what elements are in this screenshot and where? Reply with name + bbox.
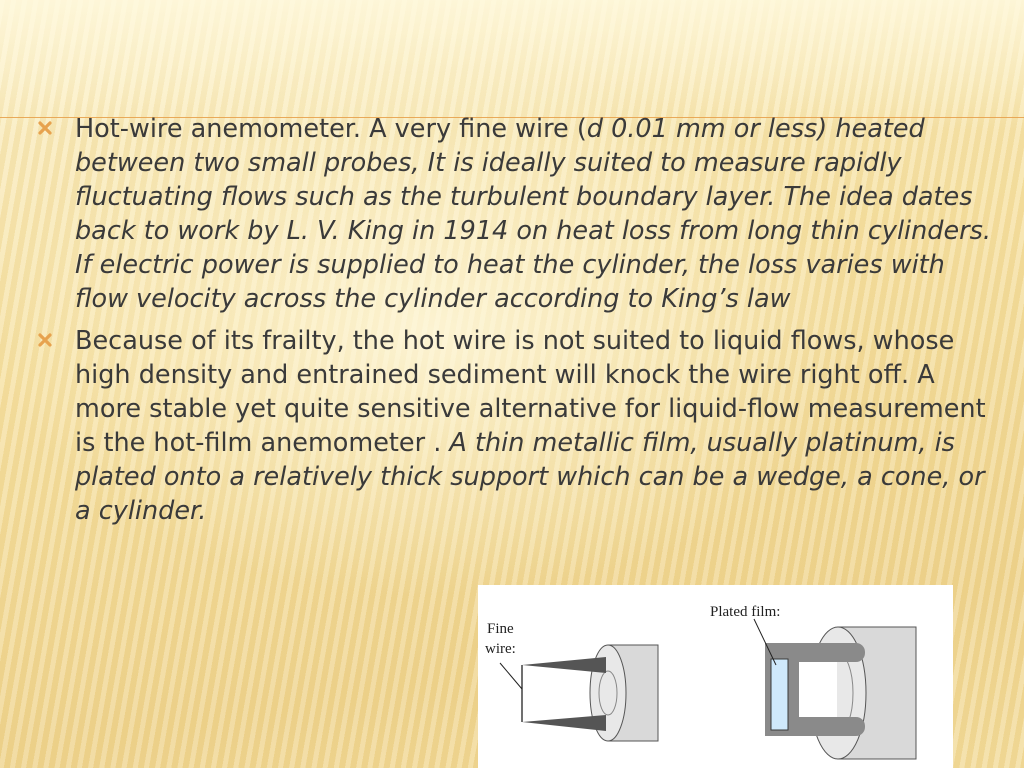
bullet-text: A very fine wire ( [361, 114, 587, 144]
cross-icon [38, 121, 52, 135]
hot-film-probe [754, 619, 916, 759]
plated-film-label: Plated film: [710, 604, 781, 620]
fine-wire-label: Fine [487, 621, 514, 637]
bullet-hot-film [38, 324, 993, 528]
anemometer-diagram [478, 585, 953, 768]
fine-wire-label: wire: [485, 641, 516, 657]
cross-icon [38, 333, 52, 347]
bullet-hot-wire [38, 112, 993, 316]
slide-body [38, 112, 993, 536]
bullet-lead-text: Hot-wire anemometer. [75, 114, 362, 144]
bullet-italic-text: heated between two small probes, It is ideally suited to measure rapidly fluctuating flows such as the turbulent boundary layer. The idea dates back to work by L. V. King in 1914 on heat loss from long thin cylinders. If electric power is supplied to heat the cylinder, the loss varies with flow velocity across the cylinder according to King’s law [75, 114, 992, 314]
anemometer-figure [478, 585, 953, 768]
bullet-italic-text: A thin metallic film, usually platinum, is plated onto a relatively thick support which can be a wedge, a cone, or a cylinder. [75, 428, 985, 526]
hot-wire-probe [500, 645, 658, 741]
bullet-text: Because of its frailty, the hot wire is not suited to liquid flows, whose high density and entrained sediment will knock the wire right off. A more stable yet quite sensitive alternative for liquid-flow measurement is the hot-film anemometer . [75, 326, 986, 458]
bullet-italic-text: d 0.01 mm or less) [586, 114, 828, 144]
